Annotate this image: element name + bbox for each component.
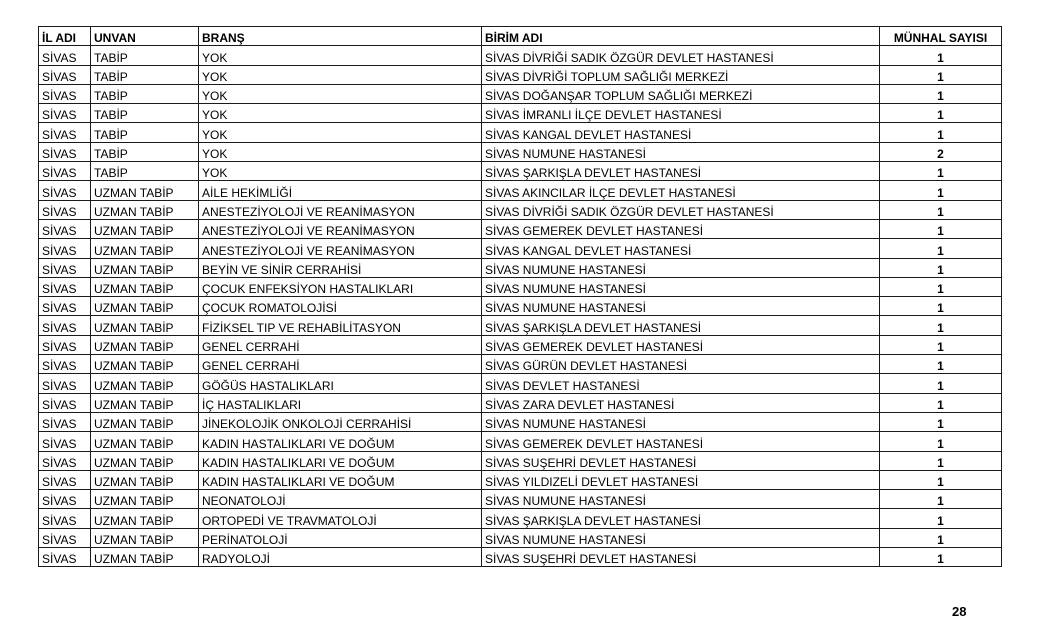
cell-munhal-sayisi: 1: [880, 200, 1002, 219]
cell-il-adi: SİVAS: [39, 277, 91, 296]
cell-il-adi: SİVAS: [39, 335, 91, 354]
cell-unvan: TABİP: [91, 104, 199, 123]
cell-munhal-sayisi: 2: [880, 142, 1002, 161]
table-row: [39, 239, 1002, 258]
table-row: [39, 181, 1002, 200]
cell-munhal-sayisi: 1: [880, 335, 1002, 354]
cell-unvan: UZMAN TABİP: [91, 432, 199, 451]
cell-brans: ANESTEZİYOLOJİ VE REANİMASYON: [199, 219, 482, 238]
cell-brans: BEYİN VE SİNİR CERRAHİSİ: [199, 258, 482, 277]
table-body: [39, 46, 1002, 567]
cell-birim-adi: SİVAS NUMUNE HASTANESİ: [482, 277, 880, 296]
cell-unvan: TABİP: [91, 84, 199, 103]
cell-birim-adi: SİVAS İMRANLI İLÇE DEVLET HASTANESİ: [482, 104, 880, 123]
cell-birim-adi: SİVAS GEMEREK DEVLET HASTANESİ: [482, 335, 880, 354]
cell-munhal-sayisi: 1: [880, 181, 1002, 200]
cell-unvan: UZMAN TABİP: [91, 355, 199, 374]
cell-unvan: UZMAN TABİP: [91, 509, 199, 528]
header-brans: BRANŞ: [199, 27, 482, 46]
cell-brans: ÇOCUK ENFEKSİYON HASTALIKLARI: [199, 277, 482, 296]
cell-il-adi: SİVAS: [39, 393, 91, 412]
cell-il-adi: SİVAS: [39, 528, 91, 547]
cell-unvan: UZMAN TABİP: [91, 219, 199, 238]
table-row: [39, 528, 1002, 547]
cell-il-adi: SİVAS: [39, 219, 91, 238]
cell-brans: İÇ HASTALIKLARI: [199, 393, 482, 412]
cell-unvan: UZMAN TABİP: [91, 277, 199, 296]
cell-unvan: UZMAN TABİP: [91, 528, 199, 547]
cell-munhal-sayisi: 1: [880, 104, 1002, 123]
table-row: [39, 142, 1002, 161]
cell-brans: RADYOLOJİ: [199, 548, 482, 567]
cell-birim-adi: SİVAS YILDIZELİ DEVLET HASTANESİ: [482, 470, 880, 489]
cell-birim-adi: SİVAS DOĞANŞAR TOPLUM SAĞLIĞI MERKEZİ: [482, 84, 880, 103]
table-row: [39, 470, 1002, 489]
cell-munhal-sayisi: 1: [880, 84, 1002, 103]
table-row: [39, 219, 1002, 238]
table-row: [39, 46, 1002, 65]
cell-il-adi: SİVAS: [39, 142, 91, 161]
cell-il-adi: SİVAS: [39, 297, 91, 316]
cell-birim-adi: SİVAS DEVLET HASTANESİ: [482, 374, 880, 393]
cell-il-adi: SİVAS: [39, 316, 91, 335]
cell-munhal-sayisi: 1: [880, 509, 1002, 528]
cell-il-adi: SİVAS: [39, 162, 91, 181]
cell-brans: JİNEKOLOJİK ONKOLOJİ CERRAHİSİ: [199, 412, 482, 431]
table-row: [39, 490, 1002, 509]
cell-brans: KADIN HASTALIKLARI VE DOĞUM: [199, 451, 482, 470]
cell-unvan: TABİP: [91, 142, 199, 161]
cell-brans: FİZİKSEL TIP VE REHABİLİTASYON: [199, 316, 482, 335]
cell-brans: YOK: [199, 65, 482, 84]
cell-munhal-sayisi: 1: [880, 162, 1002, 181]
table-row: [39, 104, 1002, 123]
table-row: [39, 374, 1002, 393]
cell-munhal-sayisi: 1: [880, 393, 1002, 412]
cell-unvan: UZMAN TABİP: [91, 181, 199, 200]
page-number: 28: [952, 604, 967, 619]
cell-brans: YOK: [199, 46, 482, 65]
cell-birim-adi: SİVAS ŞARKIŞLA DEVLET HASTANESİ: [482, 509, 880, 528]
cell-munhal-sayisi: 1: [880, 470, 1002, 489]
header-birim-adi: BİRİM ADI: [482, 27, 880, 46]
cell-birim-adi: SİVAS KANGAL DEVLET HASTANESİ: [482, 239, 880, 258]
cell-brans: GÖĞÜS HASTALIKLARI: [199, 374, 482, 393]
cell-unvan: UZMAN TABİP: [91, 297, 199, 316]
cell-brans: ANESTEZİYOLOJİ VE REANİMASYON: [199, 239, 482, 258]
cell-birim-adi: SİVAS SUŞEHRİ DEVLET HASTANESİ: [482, 451, 880, 470]
cell-birim-adi: SİVAS ŞARKIŞLA DEVLET HASTANESİ: [482, 316, 880, 335]
cell-brans: AİLE HEKİMLİĞİ: [199, 181, 482, 200]
cell-il-adi: SİVAS: [39, 181, 91, 200]
cell-birim-adi: SİVAS GEMEREK DEVLET HASTANESİ: [482, 219, 880, 238]
header-munhal-sayisi: MÜNHAL SAYISI: [880, 27, 1002, 46]
cell-il-adi: SİVAS: [39, 104, 91, 123]
cell-birim-adi: SİVAS NUMUNE HASTANESİ: [482, 490, 880, 509]
cell-il-adi: SİVAS: [39, 490, 91, 509]
table-row: [39, 316, 1002, 335]
cell-unvan: UZMAN TABİP: [91, 374, 199, 393]
header-unvan: UNVAN: [91, 27, 199, 46]
cell-unvan: UZMAN TABİP: [91, 258, 199, 277]
table-row: [39, 412, 1002, 431]
cell-unvan: UZMAN TABİP: [91, 393, 199, 412]
cell-birim-adi: SİVAS NUMUNE HASTANESİ: [482, 297, 880, 316]
cell-birim-adi: SİVAS NUMUNE HASTANESİ: [482, 528, 880, 547]
vacancy-table: [38, 26, 1002, 567]
cell-munhal-sayisi: 1: [880, 316, 1002, 335]
table-row: [39, 297, 1002, 316]
cell-brans: GENEL CERRAHİ: [199, 335, 482, 354]
cell-brans: YOK: [199, 123, 482, 142]
cell-il-adi: SİVAS: [39, 412, 91, 431]
table-row: [39, 335, 1002, 354]
cell-brans: NEONATOLOJİ: [199, 490, 482, 509]
cell-unvan: UZMAN TABİP: [91, 412, 199, 431]
cell-birim-adi: SİVAS DİVRİĞİ TOPLUM SAĞLIĞI MERKEZİ: [482, 65, 880, 84]
cell-munhal-sayisi: 1: [880, 451, 1002, 470]
cell-birim-adi: SİVAS AKINCILAR İLÇE DEVLET HASTANESİ: [482, 181, 880, 200]
cell-unvan: UZMAN TABİP: [91, 200, 199, 219]
cell-unvan: TABİP: [91, 65, 199, 84]
cell-munhal-sayisi: 1: [880, 219, 1002, 238]
header-il-adi: İL ADI: [39, 27, 91, 46]
table-row: [39, 200, 1002, 219]
table-row: [39, 355, 1002, 374]
cell-unvan: TABİP: [91, 123, 199, 142]
cell-il-adi: SİVAS: [39, 46, 91, 65]
cell-munhal-sayisi: 1: [880, 412, 1002, 431]
cell-munhal-sayisi: 1: [880, 297, 1002, 316]
cell-birim-adi: SİVAS ZARA DEVLET HASTANESİ: [482, 393, 880, 412]
cell-unvan: TABİP: [91, 46, 199, 65]
cell-unvan: UZMAN TABİP: [91, 451, 199, 470]
cell-brans: KADIN HASTALIKLARI VE DOĞUM: [199, 470, 482, 489]
cell-munhal-sayisi: 1: [880, 374, 1002, 393]
cell-brans: GENEL CERRAHİ: [199, 355, 482, 374]
cell-birim-adi: SİVAS NUMUNE HASTANESİ: [482, 258, 880, 277]
header-row: [39, 27, 1002, 46]
cell-il-adi: SİVAS: [39, 65, 91, 84]
table-row: [39, 258, 1002, 277]
cell-munhal-sayisi: 1: [880, 123, 1002, 142]
cell-munhal-sayisi: 1: [880, 432, 1002, 451]
cell-munhal-sayisi: 1: [880, 239, 1002, 258]
table-row: [39, 509, 1002, 528]
cell-birim-adi: SİVAS SUŞEHRİ DEVLET HASTANESİ: [482, 548, 880, 567]
cell-brans: YOK: [199, 104, 482, 123]
cell-unvan: UZMAN TABİP: [91, 470, 199, 489]
cell-brans: ÇOCUK ROMATOLOJİSİ: [199, 297, 482, 316]
cell-il-adi: SİVAS: [39, 470, 91, 489]
cell-brans: KADIN HASTALIKLARI VE DOĞUM: [199, 432, 482, 451]
cell-unvan: UZMAN TABİP: [91, 490, 199, 509]
cell-il-adi: SİVAS: [39, 374, 91, 393]
cell-brans: PERİNATOLOJİ: [199, 528, 482, 547]
cell-il-adi: SİVAS: [39, 200, 91, 219]
cell-unvan: UZMAN TABİP: [91, 335, 199, 354]
cell-il-adi: SİVAS: [39, 509, 91, 528]
cell-il-adi: SİVAS: [39, 548, 91, 567]
table-row: [39, 393, 1002, 412]
cell-birim-adi: SİVAS NUMUNE HASTANESİ: [482, 412, 880, 431]
cell-birim-adi: SİVAS GÜRÜN DEVLET HASTANESİ: [482, 355, 880, 374]
table-row: [39, 84, 1002, 103]
cell-birim-adi: SİVAS DİVRİĞİ SADIK ÖZGÜR DEVLET HASTANESİ: [482, 46, 880, 65]
table-row: [39, 432, 1002, 451]
cell-birim-adi: SİVAS DİVRİĞİ SADIK ÖZGÜR DEVLET HASTANESİ: [482, 200, 880, 219]
cell-munhal-sayisi: 1: [880, 528, 1002, 547]
cell-brans: YOK: [199, 84, 482, 103]
cell-unvan: UZMAN TABİP: [91, 548, 199, 567]
cell-munhal-sayisi: 1: [880, 65, 1002, 84]
cell-birim-adi: SİVAS ŞARKIŞLA DEVLET HASTANESİ: [482, 162, 880, 181]
cell-unvan: UZMAN TABİP: [91, 239, 199, 258]
table-row: [39, 65, 1002, 84]
cell-il-adi: SİVAS: [39, 258, 91, 277]
table-row: [39, 451, 1002, 470]
table-row: [39, 548, 1002, 567]
cell-il-adi: SİVAS: [39, 84, 91, 103]
cell-brans: ANESTEZİYOLOJİ VE REANİMASYON: [199, 200, 482, 219]
cell-birim-adi: SİVAS KANGAL DEVLET HASTANESİ: [482, 123, 880, 142]
cell-brans: ORTOPEDİ VE TRAVMATOLOJİ: [199, 509, 482, 528]
table-row: [39, 123, 1002, 142]
cell-il-adi: SİVAS: [39, 355, 91, 374]
cell-brans: YOK: [199, 162, 482, 181]
table-row: [39, 277, 1002, 296]
cell-munhal-sayisi: 1: [880, 46, 1002, 65]
cell-munhal-sayisi: 1: [880, 355, 1002, 374]
cell-unvan: UZMAN TABİP: [91, 316, 199, 335]
cell-il-adi: SİVAS: [39, 432, 91, 451]
cell-il-adi: SİVAS: [39, 239, 91, 258]
cell-birim-adi: SİVAS GEMEREK DEVLET HASTANESİ: [482, 432, 880, 451]
cell-brans: YOK: [199, 142, 482, 161]
cell-il-adi: SİVAS: [39, 451, 91, 470]
cell-munhal-sayisi: 1: [880, 548, 1002, 567]
cell-munhal-sayisi: 1: [880, 277, 1002, 296]
cell-unvan: TABİP: [91, 162, 199, 181]
cell-munhal-sayisi: 1: [880, 490, 1002, 509]
cell-birim-adi: SİVAS NUMUNE HASTANESİ: [482, 142, 880, 161]
table-row: [39, 162, 1002, 181]
cell-munhal-sayisi: 1: [880, 258, 1002, 277]
cell-il-adi: SİVAS: [39, 123, 91, 142]
